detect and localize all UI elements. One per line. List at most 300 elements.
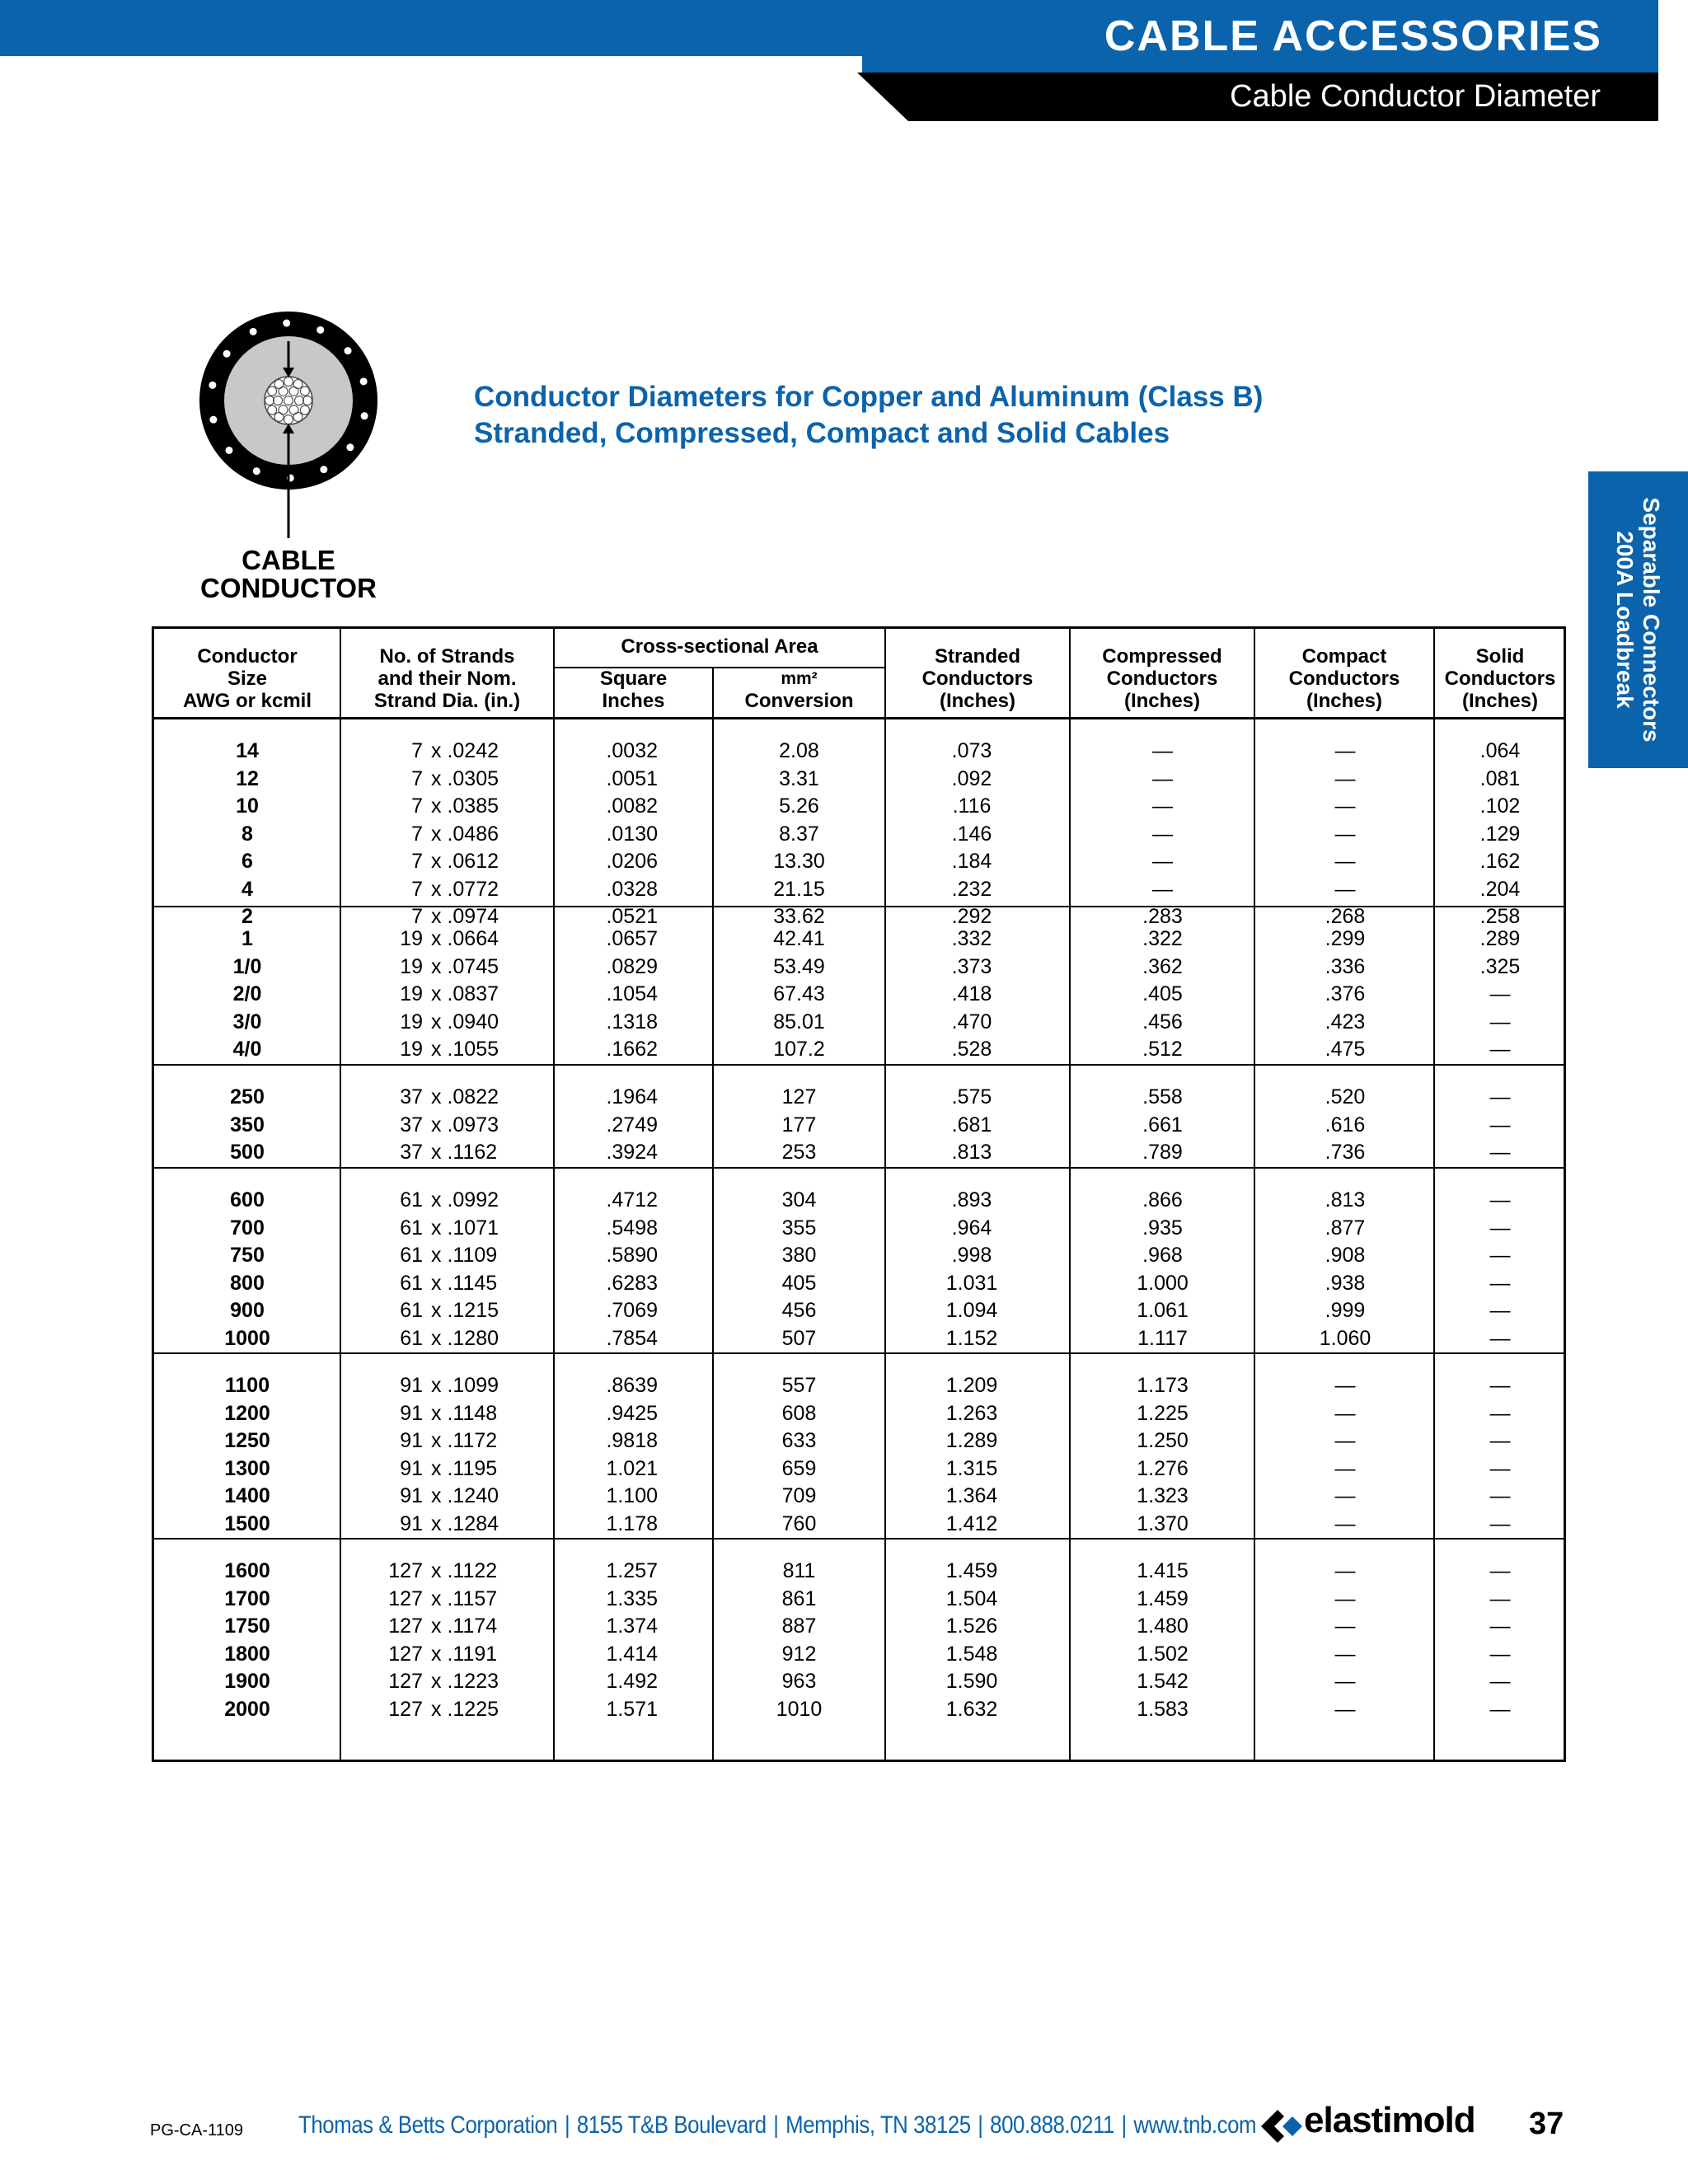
table-cell: 127 xyxy=(388,1697,423,1721)
column-count xyxy=(340,1372,423,1538)
column-compact xyxy=(1254,1372,1436,1538)
table-cell: .8639 xyxy=(606,1374,658,1397)
section-subtitle: Cable Conductor Diameter xyxy=(1230,79,1601,114)
column-sqin xyxy=(554,1372,658,1538)
table-cell: — xyxy=(1334,877,1356,901)
table-cell: x .0305 xyxy=(431,766,499,790)
table-cell: — xyxy=(1489,1456,1511,1480)
table-cell: x .0992 xyxy=(431,1188,499,1212)
header-area-group: Cross-sectional Area xyxy=(621,635,818,658)
column-stranded xyxy=(885,1187,1058,1352)
table-cell: 4 xyxy=(241,877,253,901)
column-dia xyxy=(431,738,546,931)
table-cell: — xyxy=(1334,1670,1356,1693)
column-size xyxy=(154,1372,340,1538)
table-cell: .575 xyxy=(951,1085,992,1108)
table-cell: 2/0 xyxy=(232,982,262,1005)
table-cell: — xyxy=(1334,1697,1356,1721)
side-tab-label xyxy=(1611,471,1664,768)
table-cell: .908 xyxy=(1325,1244,1366,1267)
table-cell: .968 xyxy=(1142,1244,1183,1267)
section-title: CABLE ACCESSORIES xyxy=(1104,12,1602,60)
footer-city: Memphis, TN 38125 xyxy=(785,2111,971,2139)
table-cell: 1500 xyxy=(224,1511,270,1535)
table-cell: — xyxy=(1152,850,1173,873)
table-cell: 1900 xyxy=(224,1670,270,1693)
table-cell: x .0837 xyxy=(431,982,499,1005)
table-cell: 127 xyxy=(388,1670,423,1693)
table-cell: — xyxy=(1489,1010,1511,1033)
table-cell: x .0822 xyxy=(431,1085,499,1108)
table-cell: 456 xyxy=(781,1299,817,1322)
column-count xyxy=(340,1187,423,1352)
table-cell: — xyxy=(1489,1429,1511,1452)
column-solid xyxy=(1434,1558,1566,1723)
header-compact: Compact Conductors (Inches) xyxy=(1288,645,1400,712)
table-cell: 4/0 xyxy=(232,1038,262,1061)
table-cell: — xyxy=(1334,1456,1356,1480)
table-cell: .116 xyxy=(952,794,992,818)
table-cell: 85.01 xyxy=(773,1010,825,1033)
table-cell: .146 xyxy=(951,822,992,846)
table-cell: — xyxy=(1152,739,1173,762)
table-cell: — xyxy=(1334,1401,1356,1425)
table-cell: 1.412 xyxy=(945,1511,998,1535)
footer-web: www.tnb.com xyxy=(1133,2111,1257,2139)
table-cell: x .1145 xyxy=(431,1271,498,1295)
side-tab-line2: 200A Loadbreak xyxy=(1612,531,1638,709)
table-cell: .6283 xyxy=(606,1271,658,1295)
table-cell: 350 xyxy=(230,1113,265,1137)
table-row-group xyxy=(154,1540,1564,1741)
table-cell: — xyxy=(1334,822,1356,846)
table-cell: 700 xyxy=(230,1216,265,1240)
column-count xyxy=(340,926,423,1064)
column-mm2 xyxy=(713,1558,885,1723)
table-cell: 1.480 xyxy=(1137,1615,1189,1638)
table-cell: x .1174 xyxy=(431,1615,498,1638)
column-dia xyxy=(431,1084,546,1167)
table-cell: 91 xyxy=(400,1511,423,1535)
header-cut xyxy=(0,56,862,73)
column-compressed xyxy=(1070,1187,1255,1352)
table-cell: — xyxy=(1489,1511,1511,1535)
table-cell: 91 xyxy=(400,1456,423,1480)
table-cell: — xyxy=(1489,1085,1511,1108)
table-cell: 5.26 xyxy=(779,794,819,818)
table-cell: 1.415 xyxy=(1137,1559,1189,1582)
table-cell: 1 xyxy=(241,927,253,950)
table-cell: — xyxy=(1334,739,1356,762)
footer-street: 8155 T&B Boulevard xyxy=(576,2111,767,2139)
table-cell: — xyxy=(1489,1401,1511,1425)
table-cell: 1.094 xyxy=(945,1299,998,1322)
table-cell: 253 xyxy=(781,1141,817,1164)
table-cell: x .1284 xyxy=(431,1511,499,1535)
column-compact xyxy=(1254,926,1436,1064)
table-cell: .0206 xyxy=(606,850,658,873)
table-cell: .528 xyxy=(951,1038,992,1061)
column-dia xyxy=(431,926,546,1064)
table-cell: 7 xyxy=(411,822,423,846)
table-cell: .0657 xyxy=(606,927,658,950)
table-cell: 1200 xyxy=(224,1401,270,1425)
table-cell: — xyxy=(1489,1697,1511,1721)
table-cell: .3924 xyxy=(606,1141,658,1164)
table-cell: 19 xyxy=(400,1038,423,1061)
table-cell: 1010 xyxy=(776,1697,823,1721)
table-cell: 1.502 xyxy=(1137,1642,1189,1666)
column-dia xyxy=(431,1187,546,1352)
table-cell: x .1109 xyxy=(431,1244,498,1267)
table-cell: 1.000 xyxy=(1137,1271,1189,1295)
table-cell: 1.263 xyxy=(945,1401,998,1425)
table-cell: .299 xyxy=(1325,927,1366,950)
table-cell: 887 xyxy=(781,1615,817,1638)
table-cell: 177 xyxy=(781,1113,817,1137)
table-cell: 14 xyxy=(236,739,259,762)
table-cell: — xyxy=(1489,1244,1511,1267)
table-cell: .9425 xyxy=(606,1401,658,1425)
table-cell: 67.43 xyxy=(773,982,825,1005)
table-cell: 1300 xyxy=(224,1456,270,1480)
table-cell: .162 xyxy=(1479,850,1521,873)
table-cell: x .1240 xyxy=(431,1484,499,1507)
table-cell: 659 xyxy=(781,1456,817,1480)
table-cell: — xyxy=(1489,1484,1511,1507)
column-count xyxy=(340,738,423,931)
table-cell: 21.15 xyxy=(773,877,825,901)
column-sqin xyxy=(554,926,658,1064)
table-cell: .268 xyxy=(1325,905,1366,928)
column-compact xyxy=(1254,1084,1436,1167)
table-cell: — xyxy=(1489,1642,1511,1666)
table-row-group xyxy=(154,1066,1564,1169)
column-sqin xyxy=(554,1084,658,1167)
table-cell: .336 xyxy=(1325,954,1366,978)
table-cell: — xyxy=(1152,794,1173,818)
cable-label-line2: CONDUCTOR xyxy=(200,573,377,603)
table-row-group xyxy=(154,1169,1564,1354)
table-cell: .129 xyxy=(1479,822,1521,846)
table-cell: 6 xyxy=(241,850,253,873)
table-cell: 8.37 xyxy=(779,822,819,846)
table-cell: x .0385 xyxy=(431,794,499,818)
table-cell: 127 xyxy=(781,1085,817,1108)
table-cell: x .0664 xyxy=(431,927,499,950)
table-cell: 1250 xyxy=(224,1429,270,1452)
column-mm2 xyxy=(713,1084,885,1167)
table-cell: .5498 xyxy=(606,1216,658,1240)
table-cell: 91 xyxy=(400,1401,423,1425)
table-cell: 1.374 xyxy=(606,1615,658,1638)
table-cell: — xyxy=(1334,1642,1356,1666)
table-cell: .423 xyxy=(1325,1010,1366,1033)
table-cell: 600 xyxy=(230,1188,265,1212)
table-cell: .935 xyxy=(1142,1216,1183,1240)
table-cell: 861 xyxy=(781,1586,817,1610)
table-cell: .661 xyxy=(1142,1113,1183,1137)
table-cell: 7 xyxy=(411,850,423,873)
table-cell: 900 xyxy=(230,1299,265,1322)
table-cell: .1318 xyxy=(606,1010,658,1033)
table-cell: 912 xyxy=(781,1642,817,1666)
table-cell: 963 xyxy=(781,1670,817,1693)
table-cell: .0130 xyxy=(606,822,658,846)
table-cell: .0051 xyxy=(606,766,658,790)
table-cell: x .1099 xyxy=(431,1374,499,1397)
table-cell: x .1122 xyxy=(431,1559,498,1582)
table-cell: 1.542 xyxy=(1137,1670,1189,1693)
table-cell: .558 xyxy=(1142,1085,1183,1108)
column-solid xyxy=(1434,1084,1566,1167)
table-cell: .964 xyxy=(951,1216,992,1240)
table-cell: 37 xyxy=(400,1141,423,1164)
column-solid xyxy=(1434,1372,1566,1538)
table-cell: 1.276 xyxy=(1137,1456,1189,1480)
table-cell: .373 xyxy=(951,954,992,978)
table-cell: 500 xyxy=(230,1141,265,1164)
header-square-inches: Square Inches xyxy=(599,668,668,712)
table-cell: .0829 xyxy=(606,954,658,978)
table-cell: 37 xyxy=(400,1113,423,1137)
table-cell: .322 xyxy=(1142,927,1183,950)
column-sqin xyxy=(554,1558,658,1723)
column-solid xyxy=(1434,1187,1566,1352)
table-cell: .789 xyxy=(1142,1141,1183,1164)
table-cell: 1.178 xyxy=(606,1511,658,1535)
page-number: 37 xyxy=(1529,2107,1564,2141)
header-compressed: Compressed Conductors (Inches) xyxy=(1102,645,1222,712)
table-cell: .616 xyxy=(1325,1113,1366,1137)
table-cell: 1600 xyxy=(224,1559,270,1582)
table-cell: x .1157 xyxy=(431,1586,498,1610)
table-cell: .999 xyxy=(1325,1299,1366,1322)
table-cell: x .1280 xyxy=(431,1326,499,1350)
table-cell: — xyxy=(1489,1326,1511,1350)
table-row-group xyxy=(154,719,1564,928)
table-cell: 91 xyxy=(400,1429,423,1452)
table-cell: .184 xyxy=(951,850,992,873)
column-mm2 xyxy=(713,926,885,1064)
logo-text: elastimold xyxy=(1304,2100,1475,2140)
table-row-group xyxy=(154,1354,1564,1540)
footer-company: Thomas & Betts Corporation xyxy=(298,2111,558,2139)
table-cell: 750 xyxy=(230,1244,265,1267)
table-cell: .332 xyxy=(951,927,992,950)
table-cell: .512 xyxy=(1142,1038,1183,1061)
header-stranded: Stranded Conductors (Inches) xyxy=(921,645,1034,712)
table-cell: 380 xyxy=(781,1244,817,1267)
table-cell: x .0940 xyxy=(431,1010,499,1033)
column-count xyxy=(340,1084,423,1167)
table-cell: 107.2 xyxy=(773,1038,825,1061)
table-cell: .289 xyxy=(1479,927,1521,950)
table-cell: 1/0 xyxy=(232,954,262,978)
table-cell: x .1148 xyxy=(431,1401,498,1425)
column-sqin xyxy=(554,1187,658,1352)
column-compressed xyxy=(1070,738,1255,931)
table-cell: x .0745 xyxy=(431,954,499,978)
table-cell: 1.370 xyxy=(1137,1511,1189,1535)
cable-label xyxy=(173,546,404,602)
table-cell: 2.08 xyxy=(779,739,819,762)
column-compact xyxy=(1254,738,1436,931)
table-cell: — xyxy=(1489,1374,1511,1397)
table-cell: .073 xyxy=(951,739,992,762)
table-cell: x .1191 xyxy=(431,1642,498,1666)
table-cell: 19 xyxy=(400,954,423,978)
table-cell: .7854 xyxy=(606,1326,658,1350)
table-cell: 405 xyxy=(781,1271,817,1295)
table-title-line1: Conductor Diameters for Copper and Aluminum (Class B) xyxy=(474,381,1264,413)
table-cell: — xyxy=(1489,1188,1511,1212)
table-cell: .7069 xyxy=(606,1299,658,1322)
table-cell: 1.117 xyxy=(1137,1326,1188,1350)
table-cell: .1054 xyxy=(606,982,658,1005)
table-cell: 1.414 xyxy=(606,1642,658,1666)
table-row-group xyxy=(154,907,1564,1066)
table-cell: — xyxy=(1152,877,1173,901)
table-cell: .4712 xyxy=(606,1188,658,1212)
table-cell: — xyxy=(1489,1271,1511,1295)
column-compressed xyxy=(1070,1084,1255,1167)
table-cell: 250 xyxy=(230,1085,265,1108)
table-cell: — xyxy=(1489,1216,1511,1240)
column-mm2 xyxy=(713,1187,885,1352)
footer-phone: 800.888.0211 xyxy=(990,2111,1114,2139)
table-cell: 12 xyxy=(236,766,259,790)
table-cell: 91 xyxy=(400,1484,423,1507)
table-cell: .813 xyxy=(1325,1188,1366,1212)
table-cell: — xyxy=(1489,1615,1511,1638)
table-cell: x .0772 xyxy=(431,877,499,901)
table-cell: .681 xyxy=(951,1113,992,1137)
table-cell: 1100 xyxy=(224,1374,270,1397)
table-cell: 608 xyxy=(781,1401,817,1425)
column-compressed xyxy=(1070,1558,1255,1723)
table-cell: 1.289 xyxy=(945,1429,998,1452)
table-cell: 13.30 xyxy=(773,850,825,873)
table-cell: x .1162 xyxy=(431,1141,498,1164)
table-cell: 42.41 xyxy=(773,927,825,950)
column-dia xyxy=(431,1372,546,1538)
table-cell: — xyxy=(1152,766,1173,790)
table-cell: 10 xyxy=(236,794,259,818)
table-cell: x .1225 xyxy=(431,1697,499,1721)
table-cell: 633 xyxy=(781,1429,817,1452)
table-cell: .405 xyxy=(1142,982,1183,1005)
table-cell: .232 xyxy=(951,877,992,901)
table-cell: x .1071 xyxy=(431,1216,499,1240)
table-cell: 1.459 xyxy=(1137,1586,1189,1610)
table-cell: 37 xyxy=(400,1085,423,1108)
table-cell: — xyxy=(1489,1299,1511,1322)
table-cell: — xyxy=(1334,1374,1356,1397)
table-cell: 61 xyxy=(400,1326,423,1350)
table-cell: 33.62 xyxy=(773,905,825,928)
table-cell: 7 xyxy=(411,794,423,818)
column-size xyxy=(154,1558,340,1723)
table-cell: .877 xyxy=(1325,1216,1366,1240)
table-cell: .9818 xyxy=(606,1429,658,1452)
table-cell: 1800 xyxy=(224,1642,270,1666)
header-size: Conductor Size AWG or kcmil xyxy=(182,645,312,712)
table-cell: 3/0 xyxy=(232,1010,262,1033)
table-cell: 19 xyxy=(400,1010,423,1033)
table-cell: .292 xyxy=(951,905,992,928)
footer-code: PG-CA-1109 xyxy=(150,2121,244,2139)
table-cell: .0082 xyxy=(606,794,658,818)
table-cell: — xyxy=(1334,1429,1356,1452)
table-cell: 8 xyxy=(241,822,253,846)
table-cell: .283 xyxy=(1142,905,1183,928)
table-cell: 1.492 xyxy=(606,1670,658,1693)
table-cell: 1.031 xyxy=(945,1271,998,1295)
table-cell: 1.364 xyxy=(945,1484,998,1507)
table-cell: x .1055 xyxy=(431,1038,499,1061)
table-cell: 61 xyxy=(400,1299,423,1322)
table-cell: x .0242 xyxy=(431,739,499,762)
table-cell: — xyxy=(1489,1038,1511,1061)
header-mm2: mm² Conversion xyxy=(744,669,854,712)
header-solid: Solid Conductors (Inches) xyxy=(1444,645,1556,712)
table-cell: 1.335 xyxy=(606,1586,658,1610)
table-cell: 91 xyxy=(400,1374,423,1397)
table-cell: .475 xyxy=(1325,1038,1366,1061)
table-cell: x .1223 xyxy=(431,1670,499,1693)
table-cell: 1.632 xyxy=(945,1697,998,1721)
table-cell: 709 xyxy=(781,1484,817,1507)
table-cell: x .1195 xyxy=(431,1456,498,1480)
table-cell: .0032 xyxy=(606,739,658,762)
column-solid xyxy=(1434,926,1566,1064)
table-cell: .258 xyxy=(1479,905,1521,928)
header-strands: No. of Strands and their Nom. Strand Dia. (in.) xyxy=(373,645,521,712)
column-compact xyxy=(1254,1187,1436,1352)
table-cell: .2749 xyxy=(606,1113,658,1137)
table-cell: 53.49 xyxy=(773,954,825,978)
column-stranded xyxy=(885,738,1058,931)
table-title xyxy=(474,379,1263,452)
column-stranded xyxy=(885,1558,1058,1723)
table-cell: — xyxy=(1334,1484,1356,1507)
table-cell: 1400 xyxy=(224,1484,270,1507)
table-cell: 1.257 xyxy=(606,1559,658,1582)
table-cell: — xyxy=(1334,1559,1356,1582)
table-cell: .325 xyxy=(1479,954,1521,978)
table-cell: 1.173 xyxy=(1137,1374,1189,1397)
table-cell: 800 xyxy=(230,1271,265,1295)
table-cell: 127 xyxy=(388,1615,423,1638)
table-cell: x .0486 xyxy=(431,822,499,846)
table-cell: .5890 xyxy=(606,1244,658,1267)
table-cell: .470 xyxy=(951,1010,992,1033)
table-cell: — xyxy=(1489,1586,1511,1610)
table-cell: 1.459 xyxy=(945,1559,998,1582)
table-cell: 1.583 xyxy=(1137,1697,1189,1721)
table-header xyxy=(154,629,1564,719)
table-cell: .0521 xyxy=(606,905,658,928)
table-cell: 1.548 xyxy=(945,1642,998,1666)
column-compact xyxy=(1254,1558,1436,1723)
column-size xyxy=(154,1084,340,1167)
table-cell: x .0612 xyxy=(431,850,499,873)
table-cell: — xyxy=(1334,1615,1356,1638)
footer-address: Thomas & Betts Corporation | 8155 T&B Boulevard | Memphis, TN 38125 | 800.888.0211 | www.tnb.com xyxy=(298,2111,1257,2139)
table-cell: — xyxy=(1334,850,1356,873)
table-cell: 557 xyxy=(781,1374,817,1397)
